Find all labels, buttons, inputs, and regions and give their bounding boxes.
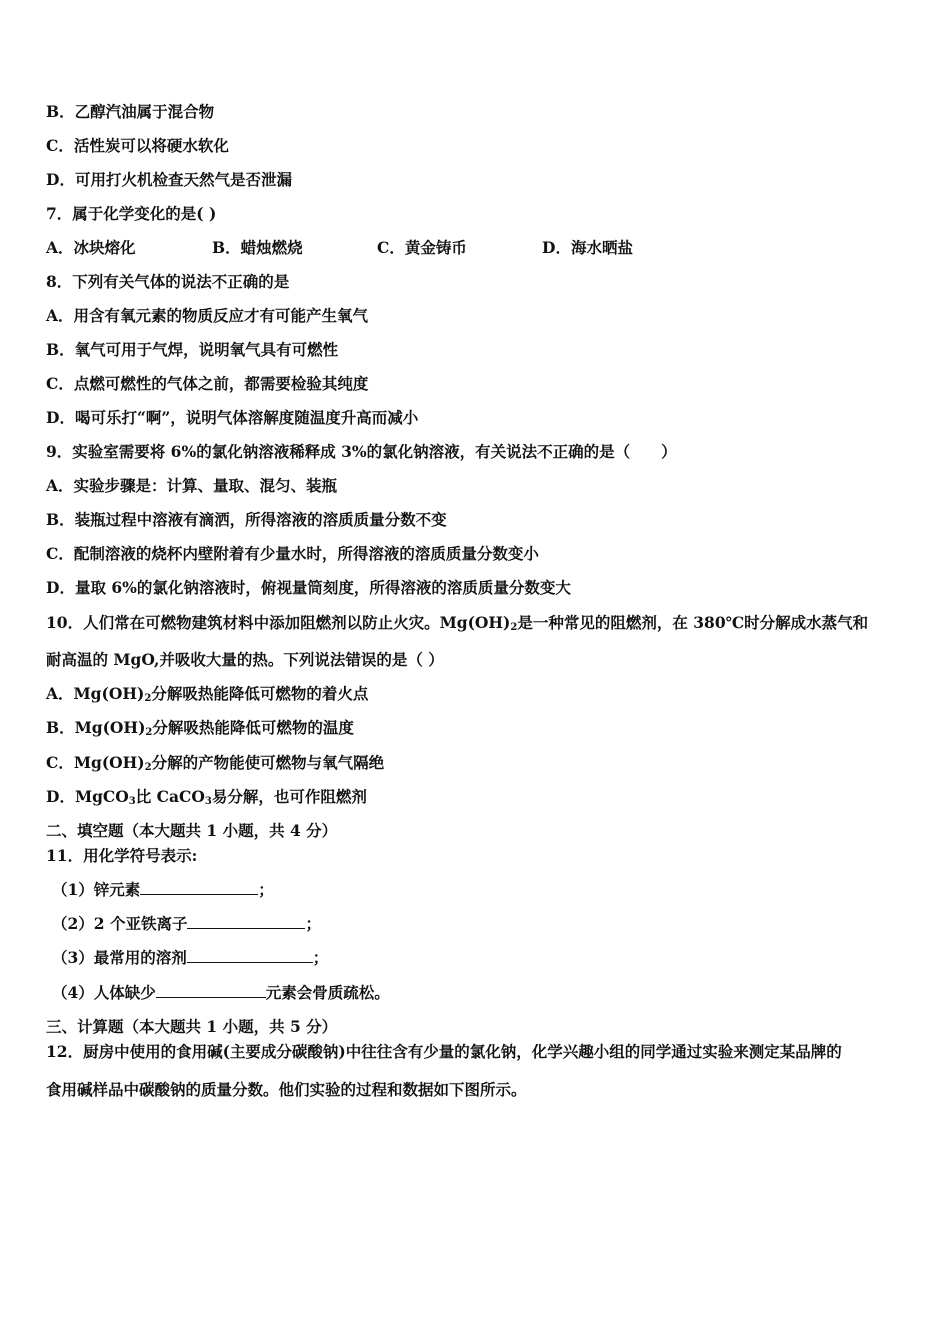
answer-blank-2[interactable] [187, 914, 305, 929]
answer-blank-1[interactable] [140, 880, 258, 895]
q6-option-c: C．活性炭可以将硬水软化 [46, 136, 229, 155]
q7-stem: 7．属于化学变化的是( ) [46, 204, 217, 223]
q7-option-d: D．海水晒盐 [542, 238, 633, 257]
q11-item-2: （2）2 个亚铁离子 ； [52, 914, 321, 933]
q9-option-d: D．量取 6%的氯化钠溶液时，俯视量筒刻度，所得溶液的溶质质量分数变大 [46, 578, 571, 597]
q8-stem: 8．下列有关气体的说法不正确的是 [46, 272, 290, 291]
q7-option-a: A．冰块熔化 [46, 238, 136, 257]
answer-blank-3[interactable] [187, 948, 313, 963]
q9-stem: 9．实验室需要将 6%的氯化钠溶液稀释成 3%的氯化钠溶液，有关说法不正确的是（ ） [46, 442, 677, 461]
q11-item-4: （4）人体缺少 元素会骨质疏松。 [52, 983, 390, 1002]
q10-option-a: A．$Mg(OH)_2$分解吸热能降低可燃物的着火点 [46, 684, 369, 704]
q8-option-b: B．氧气可用于气焊，说明氧气具有可燃性 [46, 340, 339, 359]
section-2-title: 二、填空题（本大题共 1 小题，共 4 分） [46, 821, 338, 840]
q10-option-d: D．MgCO$_3$比 CaCO$_3$易分解，也可作阻燃剂 [46, 787, 367, 807]
q9-option-b: B．装瓶过程中溶液有滴洒，所得溶液的溶质质量分数不变 [46, 510, 447, 529]
q10-option-c: C．$Mg(OH)_2$分解的产物能使可燃物与氧气隔绝 [46, 753, 385, 773]
q11-item-3: （3）最常用的溶剂 ； [52, 948, 329, 967]
q9-option-a: A．实验步骤是：计算、量取、混匀、装瓶 [46, 476, 338, 495]
q8-option-c: C．点燃可燃性的气体之前，都需要检验其纯度 [46, 374, 369, 393]
q7-option-c: C．黄金铸币 [377, 238, 467, 257]
q8-option-a: A．用含有氧元素的物质反应才有可能产生氧气 [46, 306, 369, 325]
answer-blank-4[interactable] [156, 983, 266, 998]
q7-options [46, 238, 910, 258]
q8-option-d: D．喝可乐打“啊”，说明气体溶解度随温度升高而减小 [46, 408, 419, 427]
q12-stem-line1: 12．厨房中使用的食用碱(主要成分碳酸钠)中往往含有少量的氯化钠，化学兴趣小组的同学通过实验来测定某品牌的 [46, 1042, 842, 1061]
q7-option-b: B．蜡烛燃烧 [212, 238, 303, 257]
q10-option-b: B．$Mg(OH)_2$分解吸热能降低可燃物的温度 [46, 718, 354, 738]
q12-stem-line2: 食用碱样品中碳酸钠的质量分数。他们实验的过程和数据如下图所示。 [46, 1080, 527, 1099]
q6-option-d: D．可用打火机检查天然气是否泄漏 [46, 170, 292, 189]
q11-stem: 11．用化学符号表示: [46, 846, 198, 865]
q10-stem-line2: 耐高温的 MgO,并吸收大量的热。下列说法错误的是（ ） [46, 650, 444, 669]
section-3-title: 三、计算题（本大题共 1 小题，共 5 分） [46, 1017, 338, 1036]
q9-option-c: C．配制溶液的烧杯内壁附着有少量水时，所得溶液的溶质质量分数变小 [46, 544, 539, 563]
q6-option-b: B．乙醇汽油属于混合物 [46, 102, 215, 121]
q11-item-1: （1）锌元素 ； [52, 880, 274, 899]
q10-stem-line1: 10．人们常在可燃物建筑材料中添加阻燃剂以防止火灾。$Mg(OH)_2$是一种常见的阻燃剂，在 380℃时分解成水蒸气和 [46, 613, 869, 633]
